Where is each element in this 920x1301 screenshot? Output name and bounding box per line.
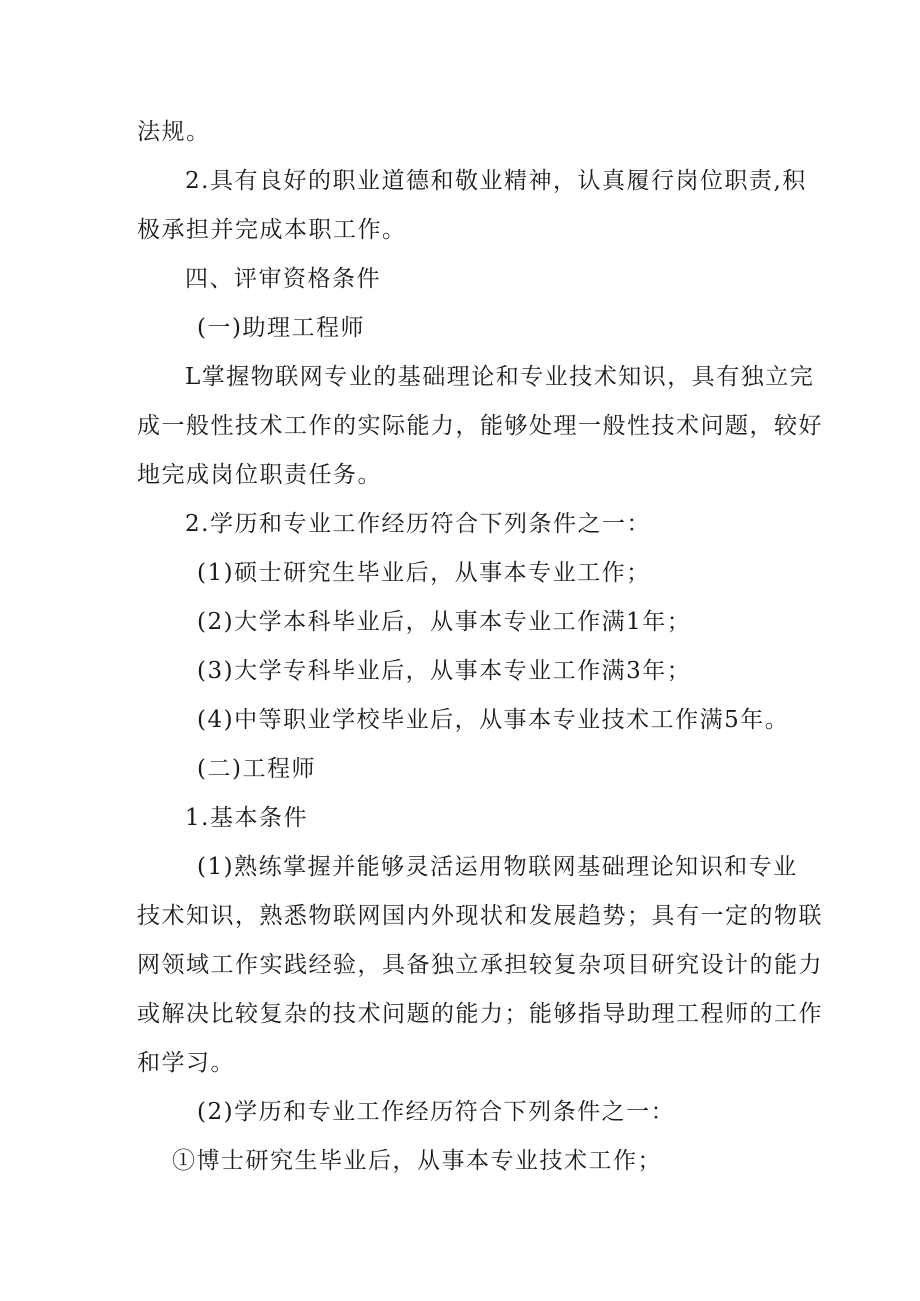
text-line: 极承担并完成本职工作。 <box>137 217 407 243</box>
document-body <box>137 108 823 1186</box>
text-line: L掌握物联网专业的基础理论和专业技术知识，具有独立完 <box>185 364 815 390</box>
text-line: 或解决比较复杂的技术问题的能力；能够指导助理工程师的工作 <box>137 1001 823 1027</box>
text-line: 法规。 <box>137 119 211 145</box>
text-line: 2.学历和专业工作经历符合下列条件之一： <box>185 511 651 537</box>
text-line: (1)熟练掌握并能够灵活运用物联网基础理论知识和专业 <box>197 854 798 880</box>
subsection-heading: (二)工程师 <box>197 756 316 782</box>
section-heading: 四、评审资格条件 <box>185 266 381 292</box>
list-item: (2)学历和专业工作经历符合下列条件之一： <box>197 1099 676 1125</box>
text-line: 技术知识，熟悉物联网国内外现状和发展趋势；具有一定的物联 <box>137 903 823 929</box>
list-item: (1)硕士研究生毕业后，从事本专业工作； <box>197 560 651 586</box>
text-line: 1.基本条件 <box>185 805 308 831</box>
text-line: 网领域工作实践经验，具备独立承担较复杂项目研究设计的能力 <box>137 952 823 978</box>
list-item: ①博士研究生毕业后，从事本专业技术工作； <box>172 1148 662 1174</box>
list-item: (3)大学专科毕业后，从事本专业工作满3年； <box>197 658 692 684</box>
text-line: 2.具有良好的职业道德和敬业精神，认真履行岗位职责,积 <box>185 168 807 194</box>
text-line: 成一般性技术工作的实际能力，能够处理一般性技术问题，较好 <box>137 413 823 439</box>
list-item: (2)大学本科毕业后，从事本专业工作满1年； <box>197 609 692 635</box>
text-line: 地完成岗位职责任务。 <box>137 462 382 488</box>
text-line: 和学习。 <box>137 1050 235 1076</box>
subsection-heading: (一)助理工程师 <box>197 315 365 341</box>
list-item: (4)中等职业学校毕业后，从事本专业技术工作满5年。 <box>197 707 790 733</box>
